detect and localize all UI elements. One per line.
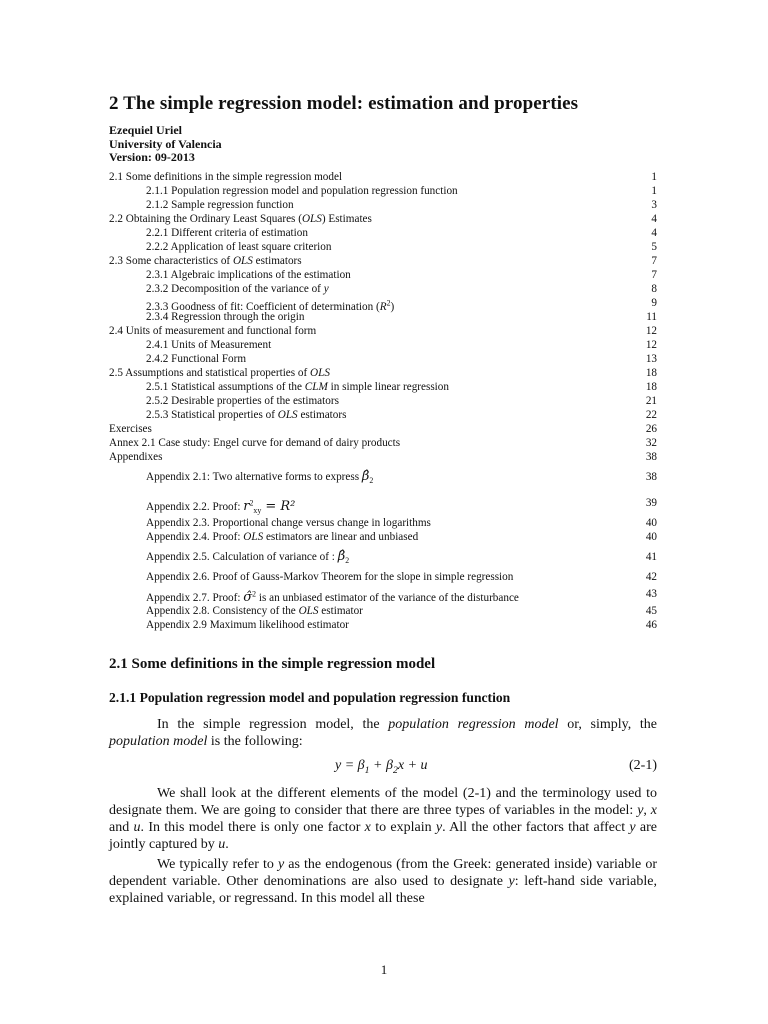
toc-entry-page: 39 (645, 497, 657, 509)
toc-entry-page: 8 (651, 283, 657, 295)
toc-entry-page: 40 (645, 531, 657, 543)
toc-entry-page: 7 (651, 269, 657, 281)
text-run: In the simple regression model, the (157, 717, 389, 732)
toc-superscript: 2 (249, 498, 254, 507)
toc-entry[interactable] (109, 268, 657, 282)
toc-entry-label (109, 549, 350, 566)
toc-entry[interactable] (109, 450, 657, 464)
table-of-contents (109, 170, 657, 632)
toc-entry[interactable] (109, 394, 657, 408)
toc-emphasis: OLS (310, 367, 330, 379)
toc-entry-page: 7 (651, 255, 657, 267)
toc-entry-label (109, 409, 346, 421)
variable: x (650, 803, 657, 818)
toc-entry[interactable] (109, 530, 657, 544)
toc-entry-page: 38 (645, 451, 657, 463)
toc-entry[interactable] (109, 366, 657, 380)
body-paragraph (109, 785, 657, 853)
beta-hat-symbol: β̂ (361, 469, 370, 484)
toc-entry-page: 1 (651, 171, 657, 183)
emphasis-term: population model (109, 734, 208, 749)
toc-emphasis: OLS (232, 255, 253, 267)
toc-entry-label: 2.5.2 Desirable properties of the estimators (146, 395, 339, 407)
toc-entry-label (109, 605, 363, 617)
toc-emphasis: CLM (304, 381, 328, 393)
toc-superscript: 2 (252, 589, 257, 598)
toc-entry[interactable] (109, 516, 657, 530)
author-block (109, 124, 222, 165)
equation-formula (335, 758, 428, 776)
equation-term: x + u (397, 758, 428, 773)
toc-text: Appendix 2.1: Two alternative forms to express (146, 471, 362, 483)
toc-text: 2.3.2 Decomposition of the variance of (146, 283, 324, 295)
toc-entry-label (109, 498, 296, 515)
toc-entry-label: 2.1 Some definitions in the simple regression model (109, 171, 343, 183)
toc-entry[interactable] (109, 240, 657, 254)
toc-entry-page: 43 (645, 588, 657, 600)
toc-entry-label: 2.1.2 Sample regression function (146, 199, 294, 211)
toc-entry-page: 11 (646, 311, 657, 323)
body-paragraph (109, 716, 657, 750)
toc-entry-label (109, 589, 519, 605)
toc-entry-label: 2.3.4 Regression through the origin (146, 311, 305, 323)
text-run: . In this model there is only one factor (140, 820, 365, 835)
toc-entry[interactable] (109, 212, 657, 226)
toc-entry-page: 45 (645, 605, 657, 617)
toc-text: Appendix 2.5. Calculation of variance of : (146, 551, 338, 563)
toc-entry-label: Annex 2.1 Case study: Engel curve for demand of dairy products (109, 437, 401, 449)
toc-text: 2.3 Some characteristics of (109, 255, 233, 267)
text-run: and (109, 820, 134, 835)
toc-entry-page: 22 (645, 409, 657, 421)
toc-text: is an unbiased estimator of the variance of the disturbance (256, 591, 519, 604)
toc-entry-page: 12 (645, 339, 657, 351)
toc-entry-page: 40 (645, 517, 657, 529)
toc-emphasis: OLS (243, 531, 264, 543)
variable: x (364, 820, 371, 835)
toc-text: in simple linear regression (327, 381, 449, 393)
toc-text: 2.5 Assumptions and statistical properties of (109, 367, 311, 379)
text-run: . (225, 837, 229, 852)
toc-entry-page: 12 (645, 325, 657, 337)
toc-entry-label (109, 255, 302, 267)
page-number: 1 (380, 962, 388, 977)
toc-entry[interactable] (109, 282, 657, 296)
text-run: We shall look at the different elements of the model (2-1) and the terminology used to designate them. We are going to consider that there are three types of variables in the model: (109, 786, 657, 818)
toc-entry-label: Exercises (109, 423, 152, 435)
toc-text: estimator (318, 605, 363, 617)
toc-entry-label: Appendix 2.9 Maximum likelihood estimator (146, 619, 349, 631)
text-run: are jointly captured by (109, 820, 657, 852)
toc-entry[interactable] (109, 254, 657, 268)
toc-subscript: 2 (369, 476, 374, 486)
toc-entry-label: 2.1.1 Population regression model and population regression function (146, 185, 458, 197)
variable: y (435, 820, 443, 835)
toc-entry[interactable] (109, 408, 657, 422)
toc-math: = R² (261, 498, 296, 514)
toc-text: Appendix 2.8. Consistency of the (146, 605, 299, 617)
toc-entry[interactable] (109, 464, 657, 490)
equation-number: (2-1) (629, 758, 657, 773)
toc-entry-page: 4 (651, 213, 657, 225)
toc-entry-label (109, 469, 374, 486)
toc-entry-label (109, 531, 418, 543)
toc-entry[interactable] (109, 604, 657, 618)
text-run: is the following: (207, 734, 303, 749)
toc-entry-page: 41 (645, 551, 657, 563)
variable: y (629, 820, 636, 835)
toc-subscript: 2 (345, 556, 350, 566)
toc-entry[interactable] (109, 544, 657, 570)
toc-entry[interactable] (109, 584, 657, 604)
toc-entry-page: 4 (651, 227, 657, 239)
toc-emphasis: OLS (301, 213, 322, 225)
toc-entry-page: 5 (651, 241, 657, 253)
toc-text: Appendix 2.4. Proof: (146, 531, 244, 543)
equation-term: y (335, 758, 342, 773)
toc-text: ) Estimates (321, 213, 372, 225)
document-title: 2 The simple regression model: estimation and properties (109, 93, 579, 114)
text-run: We typically refer to (157, 857, 278, 872)
equation-subscript: 1 (364, 764, 370, 776)
text-run: , (643, 803, 651, 818)
toc-entry-page: 9 (651, 297, 657, 309)
toc-entry-page: 46 (645, 619, 657, 631)
toc-text: Appendix 2.2. Proof: (146, 500, 244, 513)
text-run: as the endogenous (from the Greek: generated inside) variable or dependent variable. Other denominations are also used to designate (109, 857, 657, 889)
toc-entry[interactable] (109, 380, 657, 394)
toc-entry[interactable] (109, 170, 657, 184)
toc-entry-page: 42 (645, 571, 657, 583)
toc-entry-label: 2.4.1 Units of Measurement (146, 339, 272, 351)
toc-entry-label: Appendixes (109, 451, 163, 463)
toc-entry-label: 2.2.1 Different criteria of estimation (146, 227, 308, 239)
toc-entry-label: Appendix 2.6. Proof of Gauss-Markov Theorem for the slope in simple regression (146, 571, 514, 583)
toc-entry[interactable] (109, 490, 657, 516)
beta-hat-symbol: β̂ (337, 549, 346, 564)
toc-entry-page: 18 (645, 381, 657, 393)
equation (109, 758, 657, 778)
toc-subscript: xy (253, 505, 262, 515)
toc-entry[interactable] (109, 310, 657, 324)
variable: y (508, 874, 515, 889)
toc-entry[interactable] (109, 338, 657, 352)
variable: y (277, 857, 285, 872)
text-run: or, simply, the (558, 717, 657, 732)
toc-entry-label (109, 367, 330, 379)
toc-math: R (379, 300, 387, 313)
body-paragraph (109, 856, 657, 907)
variable: y (637, 803, 644, 818)
toc-entry-page: 13 (645, 353, 657, 365)
toc-entry-label (109, 213, 372, 225)
toc-text: estimators (252, 255, 302, 267)
toc-text: estimators are linear and unbiased (263, 531, 419, 543)
toc-entry-page: 38 (645, 471, 657, 483)
toc-entry-page: 32 (645, 437, 657, 449)
toc-entry[interactable] (109, 436, 657, 450)
equation-term: + β (369, 758, 393, 773)
toc-entry-label: 2.3.1 Algebraic implications of the estimation (146, 269, 351, 281)
toc-entry[interactable] (109, 296, 657, 313)
toc-entry[interactable] (109, 184, 657, 198)
toc-entry[interactable] (109, 570, 657, 584)
sigma-hat-symbol: σ̂ (243, 589, 253, 605)
toc-text: 2.2 Obtaining the Ordinary Least Squares ( (109, 213, 302, 225)
variable: u (218, 837, 226, 852)
equation-subscript: 2 (392, 764, 398, 776)
toc-entry-label: 2.4.2 Functional Form (146, 353, 247, 365)
toc-entry[interactable] (109, 198, 657, 212)
section-heading: 2.1 Some definitions in the simple regression model (109, 656, 436, 672)
toc-text: estimators (297, 409, 347, 421)
text-run: . All the other factors that affect (442, 820, 630, 835)
toc-text: 2.3.3 Goodness of fit: Coefficient of determination ( (146, 300, 380, 313)
toc-entry-label: 2.4 Units of measurement and functional form (109, 325, 317, 337)
toc-entry-page: 1 (651, 185, 657, 197)
toc-emphasis: OLS (298, 605, 319, 617)
toc-text: Appendix 2.7. Proof: (146, 591, 244, 604)
toc-text: ) (390, 300, 395, 313)
toc-entry-page: 26 (645, 423, 657, 435)
r-symbol: r (243, 498, 250, 514)
equation-term: = β (341, 758, 365, 773)
text-run: : left-hand side variable, explained variable, or regressand. In this model all these (109, 874, 657, 906)
variable: u (133, 820, 141, 835)
toc-entry-label: 2.2.2 Application of least square criterion (146, 241, 332, 253)
toc-entry[interactable] (109, 324, 657, 338)
toc-entry-label (109, 283, 329, 295)
toc-entry[interactable] (109, 618, 657, 632)
toc-entry[interactable] (109, 226, 657, 240)
subsection-heading: 2.1.1 Population regression model and population regression function (109, 690, 511, 705)
toc-emphasis: y (323, 283, 329, 295)
toc-entry-label (109, 381, 449, 393)
author-affiliation: University of Valencia (109, 136, 222, 151)
toc-entry-label: Appendix 2.3. Proportional change versus change in logarithms (146, 517, 431, 529)
toc-emphasis: OLS (277, 409, 298, 421)
document-version: Version: 09-2013 (109, 150, 195, 164)
toc-entry[interactable] (109, 422, 657, 436)
emphasis-term: population regression model (388, 717, 559, 732)
toc-entry-page: 21 (645, 395, 657, 407)
toc-entry-page: 3 (651, 199, 657, 211)
author-name: Ezequiel Uriel (109, 123, 182, 137)
toc-text: 2.5.1 Statistical assumptions of the (146, 381, 305, 393)
toc-text: 2.5.3 Statistical properties of (146, 409, 278, 421)
text-run: to explain (370, 820, 436, 835)
toc-entry[interactable] (109, 352, 657, 366)
toc-superscript: 2 (386, 298, 391, 307)
toc-entry-page: 18 (645, 367, 657, 379)
